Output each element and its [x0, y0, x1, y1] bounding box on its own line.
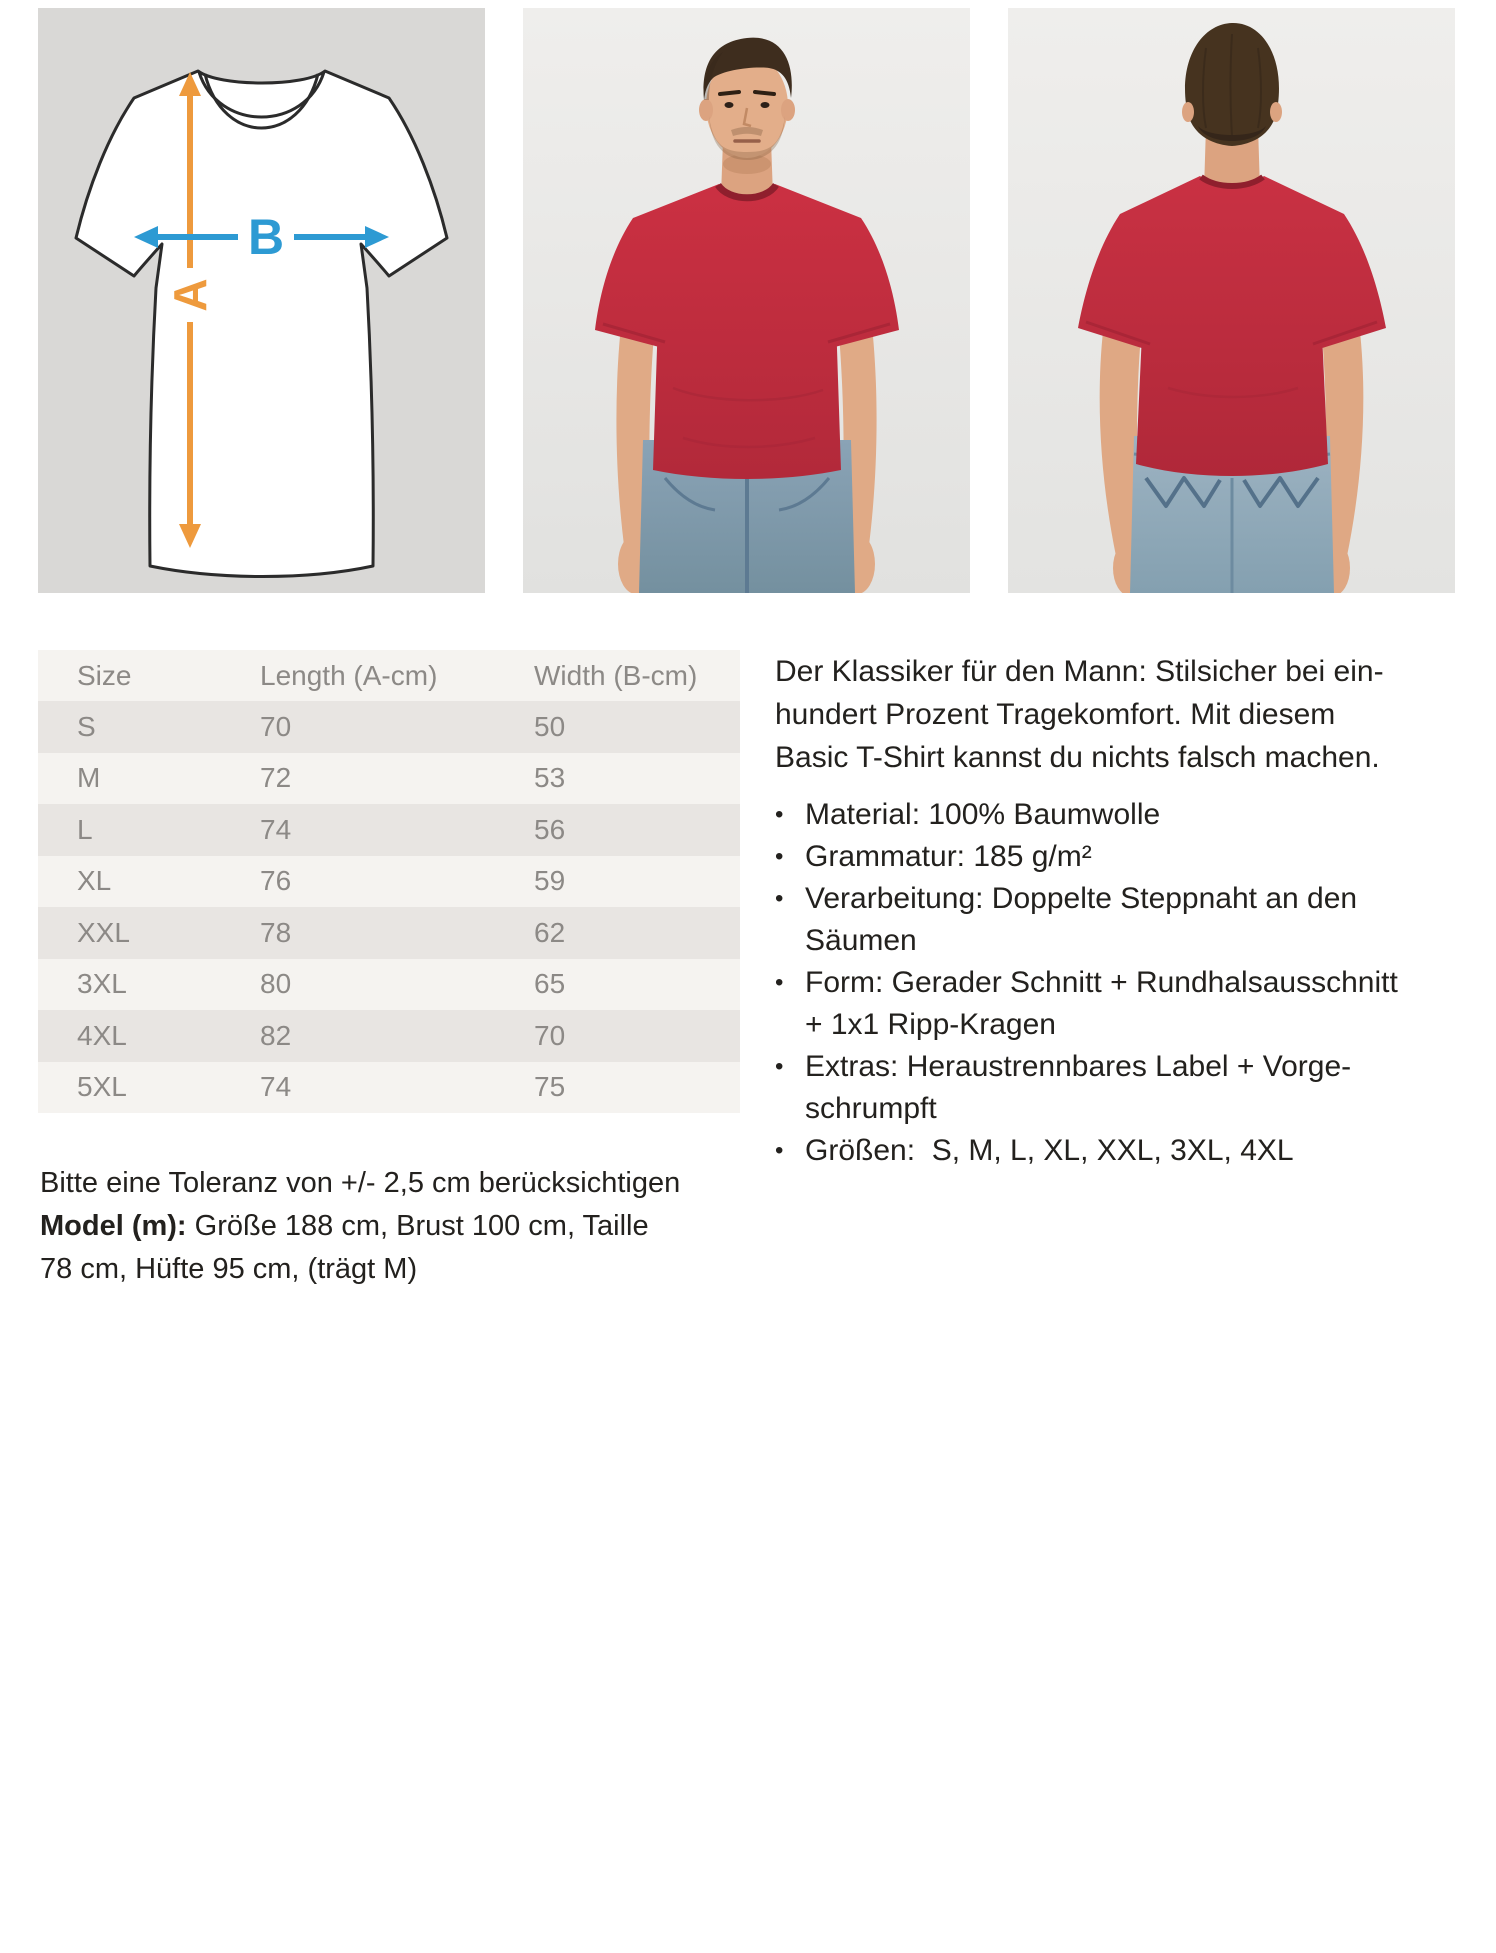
table-cell: M	[77, 762, 101, 794]
bullet-item	[775, 962, 1435, 1046]
bullet-text	[805, 962, 1398, 1046]
model-back-illustration	[1008, 8, 1455, 593]
model-info-label: Model (m):	[40, 1210, 187, 1242]
bullet-line: Größen: S, M, L, XL, XXL, 3XL, 4XL	[805, 1134, 1294, 1167]
bullet-line: + 1x1 Ripp-Kragen	[805, 1008, 1056, 1041]
table-cell: 62	[534, 916, 566, 948]
bullet-item	[775, 836, 1435, 878]
table-cell: 5XL	[77, 1071, 127, 1103]
table-cell: 82	[260, 1019, 292, 1051]
table-cell: 3XL	[77, 968, 127, 1000]
table-cell: S	[77, 710, 96, 742]
bullet-line: schrumpft	[805, 1092, 937, 1125]
size-table-header-row	[38, 650, 740, 701]
table-cell: 56	[534, 813, 566, 845]
bullet-text	[805, 836, 1092, 878]
model-info-text: Größe 188 cm, Brust 100 cm, Taille	[186, 1210, 649, 1242]
table-cell: 70	[260, 710, 292, 742]
model-info-line	[40, 1205, 740, 1248]
tolerance-notes	[40, 1162, 740, 1291]
bullet-line: Säumen	[805, 924, 917, 957]
table-row	[38, 856, 740, 908]
table-cell: L	[77, 813, 93, 845]
table-cell: 72	[260, 762, 292, 794]
bullet-text	[805, 794, 1160, 836]
label-b: B	[247, 209, 285, 265]
size-table-body	[38, 701, 740, 1113]
table-cell: 80	[260, 968, 292, 1000]
table-row	[38, 804, 740, 856]
bullet-text	[805, 1130, 1294, 1172]
model-back-photo	[1008, 8, 1455, 593]
size-table	[38, 650, 740, 1113]
table-row	[38, 907, 740, 959]
table-cell: 53	[534, 762, 566, 794]
table-cell: 76	[260, 865, 292, 897]
product-description	[775, 650, 1435, 1172]
bullet-line: Verarbeitung: Doppelte Steppnaht an den	[805, 882, 1358, 915]
bullet-item	[775, 878, 1435, 962]
table-cell: 50	[534, 710, 566, 742]
tolerance-line: Bitte eine Toleranz von +/- 2,5 cm berücksichtigen	[40, 1167, 681, 1199]
table-row	[38, 959, 740, 1011]
tshirt-measurement-diagram	[38, 8, 485, 593]
column-header: Length (A-cm)	[260, 659, 438, 691]
description-line: Der Klassiker für den Mann: Stilsicher bei ein-	[775, 655, 1384, 688]
description-intro	[775, 650, 1435, 779]
bullet-line: Material: 100% Baumwolle	[805, 798, 1161, 831]
label-a: A	[164, 278, 216, 312]
table-cell: 78	[260, 916, 292, 948]
tshirt-outline	[76, 71, 447, 577]
table-cell: 59	[534, 865, 566, 897]
description-line: Basic T-Shirt kannst du nichts falsch machen.	[775, 741, 1380, 774]
table-cell: XXL	[77, 916, 130, 948]
bullet-marker-icon: •	[775, 885, 784, 912]
column-header: Width (B-cm)	[534, 659, 698, 691]
table-row	[38, 701, 740, 753]
size-diagram-panel	[38, 8, 485, 593]
bullet-item	[775, 794, 1435, 836]
table-row	[38, 753, 740, 805]
bullet-item	[775, 1046, 1435, 1130]
table-cell: 75	[534, 1071, 566, 1103]
bullet-marker-icon: •	[775, 801, 784, 828]
description-bullets	[775, 794, 1435, 1172]
table-cell: 4XL	[77, 1019, 127, 1051]
table-row	[38, 1010, 740, 1062]
bullet-marker-icon: •	[775, 969, 784, 996]
table-row	[38, 1062, 740, 1114]
model-front-photo	[523, 8, 970, 593]
bullet-marker-icon: •	[775, 1137, 784, 1164]
table-cell: 70	[534, 1019, 566, 1051]
bullet-item	[775, 1130, 1435, 1172]
bullet-text	[805, 1046, 1351, 1130]
bullet-line: Extras: Heraustrennbares Label + Vorge-	[805, 1050, 1352, 1083]
model-info-line2: 78 cm, Hüfte 95 cm, (trägt M)	[40, 1253, 418, 1285]
table-cell: XL	[77, 865, 112, 897]
description-line: hundert Prozent Tragekomfort. Mit diesem	[775, 698, 1336, 731]
column-header: Size	[77, 659, 132, 691]
bullet-line: Grammatur: 185 g/m²	[805, 840, 1092, 873]
model-front-illustration	[523, 8, 970, 593]
table-cell: 74	[260, 813, 292, 845]
table-cell: 74	[260, 1071, 292, 1103]
bullet-marker-icon: •	[775, 1053, 784, 1080]
bullet-text	[805, 878, 1357, 962]
bullet-marker-icon: •	[775, 843, 784, 870]
table-cell: 65	[534, 968, 566, 1000]
bullet-line: Form: Gerader Schnitt + Rundhalsausschnitt	[805, 966, 1398, 999]
